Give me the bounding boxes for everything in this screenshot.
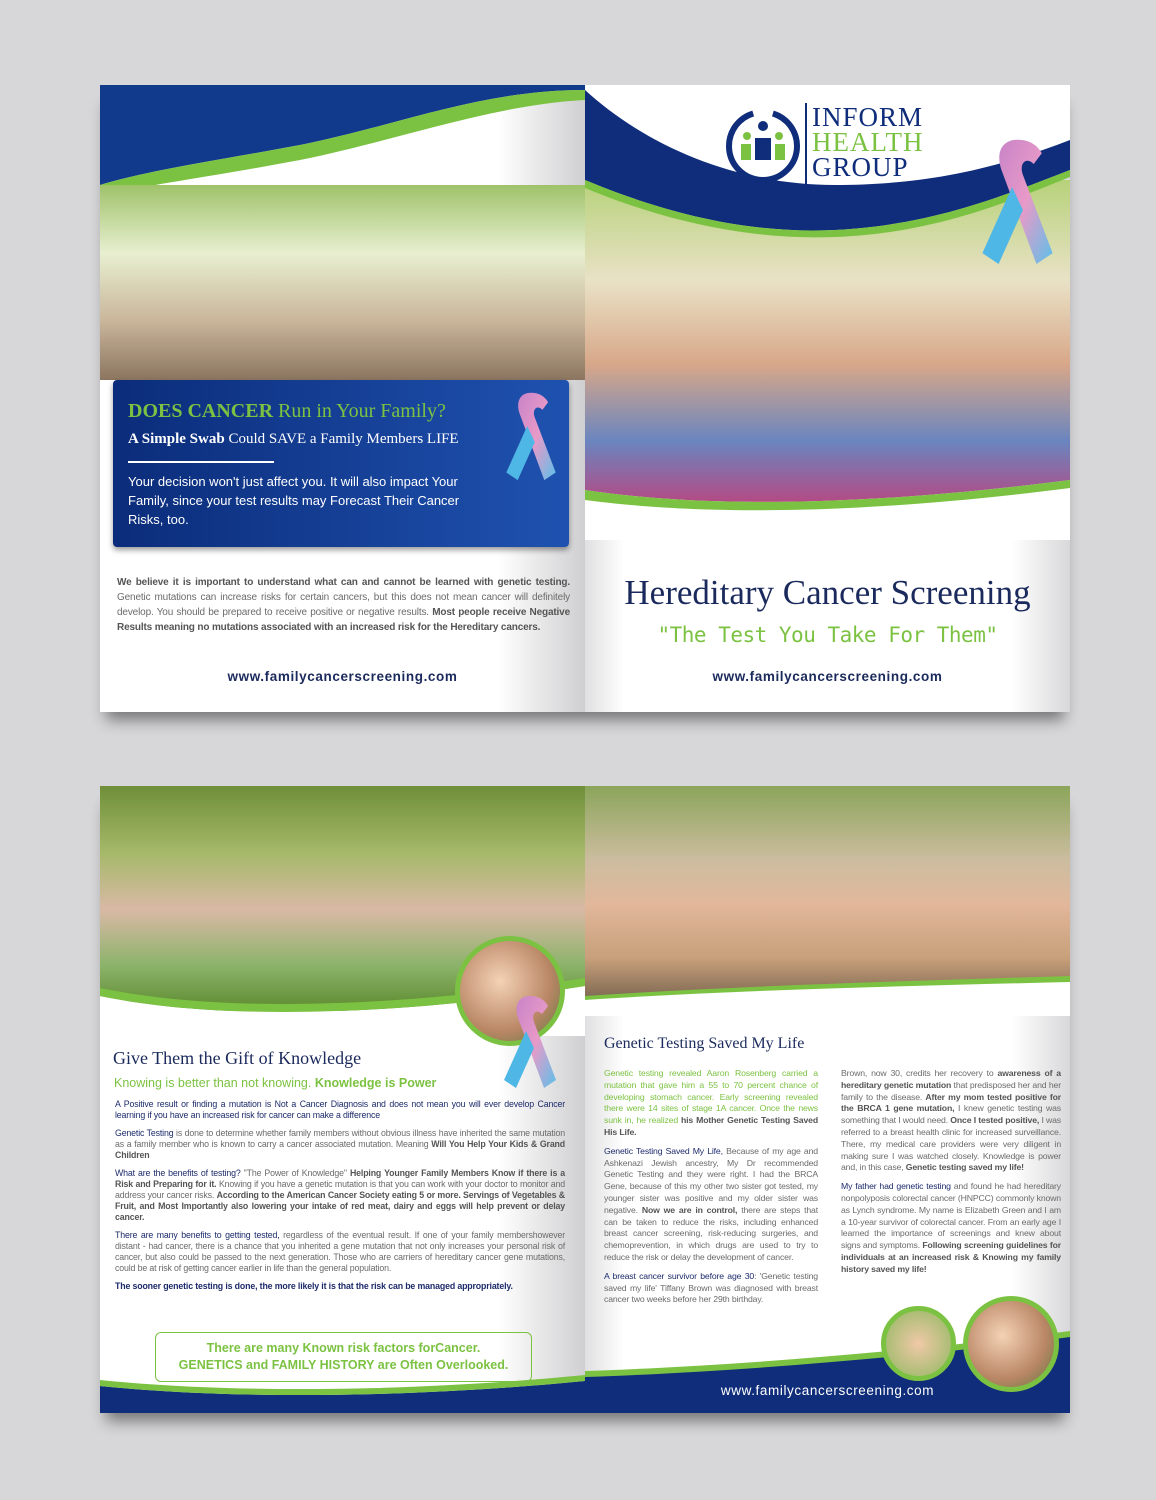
headline-box xyxy=(113,380,569,547)
hands-circle-photo xyxy=(881,1306,956,1381)
photo-bottom-swoosh xyxy=(585,976,1070,1016)
logo-text-group: GROUP xyxy=(812,152,909,182)
awareness-ribbon-icon xyxy=(970,133,1065,268)
tagline: "The Test You Take For Them" xyxy=(657,623,998,647)
header-swoosh xyxy=(100,85,585,195)
footer-swoosh xyxy=(100,1366,585,1413)
cover-spread xyxy=(100,85,1070,712)
brochure-title: Hereditary Cancer Screening xyxy=(624,573,1031,612)
left-column-text: Genetic testing revealed Aaron Rosenberg carried a mutation that gave him a 55 to 70 percent chance of developing stomach cancer. Early screening revealed there were 14 sites of stage 1A cancer. Once the news sunk in, he realized his Mother Genetic Testing Saved His Life. Genetic Testing Saved My Life, Because of my age and Ashkenazi Jewish ancestry, My Dr recommended Genetic Testing and they were right. I had the BRCA Gene, because of this my other two sister got tested, my younger sister was positive and my older sister was negative. Now we are in control, there are steps that can be taken to reduce the risks, including enhanced breast cancer screening, risk-reducing surgeries, and chemoprevention, in which drugs are used to try to reduce the risk or delay the development of cancer. A breast cancer survivor before age 30: 'Genetic testing saved my life' Tiffany Brown was diagnosed with breast cancer two weeks before her 29th birthday. xyxy=(604,1068,818,1305)
logo xyxy=(725,103,940,188)
headline-emphasis: DOES CANCER xyxy=(128,400,274,422)
headline xyxy=(128,400,446,423)
body-text: A Positive result or finding a mutation is Not a Cancer Diagnosis and does not mean you will ever develop Cancer learning if you have an increased risk for cancer can make a difference Genetic Testing is done to determine whether family members without obvious illness have inherited the same mutation as a family member who is known to carry a cancer associated mutation. Meaning Will You Help Your Kids & Grand Children What are the benefits of testing? "The Power of Knowledge" Helping Younger Family Members Know if there is a Risk and Preparing for it. Knowing if you have a genetic mutation is that you can work with your doctor to monitor and address your cancer risks. According to the American Cancer Society eating 5 or more. Servings of Vegetables & Fruit, and Most Importantly also lowering your intake of red meat, dairy and eggs will help prevent or delay cancer. There are many benefits to getting tested, regardless of the eventual result. If one of your family membershowever distant - had cancer, there is a chance that you inherited a gene mutation that not only increases your personal risk of cancer, but also could be passed to the next generation. Those who are carriers of hereditary cancer gene mutations, could be at risk of getting cancer earlier in life than the general population. The sooner genetic testing is done, the more likely it is that the risk can be managed appropriately. xyxy=(115,1099,566,1291)
logo-text-inform: INFORM xyxy=(812,102,924,132)
subheadline-emphasis: A Simple Swab xyxy=(128,431,225,447)
website-link[interactable]: www.familycancerscreening.com xyxy=(712,669,943,684)
grandfather-girl-circle-photo xyxy=(963,1296,1059,1392)
front-cover-page xyxy=(585,85,1070,712)
section-subheading: Knowing is better than not knowing. Knowledge is Power xyxy=(114,1076,437,1090)
photo-bottom-swoosh xyxy=(585,480,1070,540)
family-walking-photo xyxy=(100,185,585,380)
divider xyxy=(128,461,274,463)
headline-rest: Run in Your Family? xyxy=(273,400,446,422)
logo-people-icon xyxy=(725,108,801,184)
section-heading: Genetic Testing Saved My Life xyxy=(604,1035,805,1052)
right-column-text: Brown, now 30, credits her recovery to awareness of a hereditary genetic mutation that predisposed her and her family to the disease. After my mom tested positive for the BRCA 1 gene mutation, I knew genetic testing was something that I would need. Once I tested positive, I was referred to a breast health clinic for increased surveillance. There, my medical care providers were very diligent in making sure I was watched closely. Knowledge is power and, in this case, Genetic testing saved my life! My father had genetic testing and found he had hereditary nonpolyposis colorectal cancer (HNPCC) commonly known as Lynch syndrome. My name is Elizabeth Green and I am a 10-year survivor of colorectal cancer. From an early age I learned the importance of screenings and knew about signs and symptoms. Following screening guidelines for individuals at an increased risk & Knowing my family history saved my life! xyxy=(841,1068,1062,1274)
subheadline-rest: Could SAVE a Family Members LIFE xyxy=(224,431,459,447)
back-cover-page xyxy=(100,85,585,712)
inside-left-page xyxy=(100,786,585,1413)
awareness-ribbon-icon xyxy=(498,388,564,483)
intro-paragraph: We believe it is important to understand what can and cannot be learned with genetic testing. Genetic mutations can increase risks for certain cancers, but this does not mean cancer will definitely develop. You should be prepared to receive positive or negative results. Most people receive Negative Results meaning no mutations associated with an increased risk for the Hereditary cancers. xyxy=(117,577,570,633)
logo-text-health: HEALTH xyxy=(812,127,924,157)
website-link[interactable]: www.familycancerscreening.com xyxy=(227,669,458,684)
callout-line-1: There are many Known risk factors forCancer. xyxy=(206,1341,481,1355)
multigenerational-family-photo xyxy=(585,786,1070,1001)
callout-line-2: GENETICS and FAMILY HISTORY are Often Overlooked. xyxy=(178,1358,509,1372)
inside-spread xyxy=(100,786,1070,1413)
box-text: Your decision won't just affect you. It will also impact Your Family, since your test results may Forecast Their Cancer Risks, too. xyxy=(128,474,460,527)
section-heading: Give Them the Gift of Knowledge xyxy=(113,1048,362,1068)
inside-right-page xyxy=(585,786,1070,1413)
website-link[interactable]: www.familycancerscreening.com xyxy=(720,1383,935,1398)
awareness-ribbon-icon xyxy=(495,991,565,1091)
